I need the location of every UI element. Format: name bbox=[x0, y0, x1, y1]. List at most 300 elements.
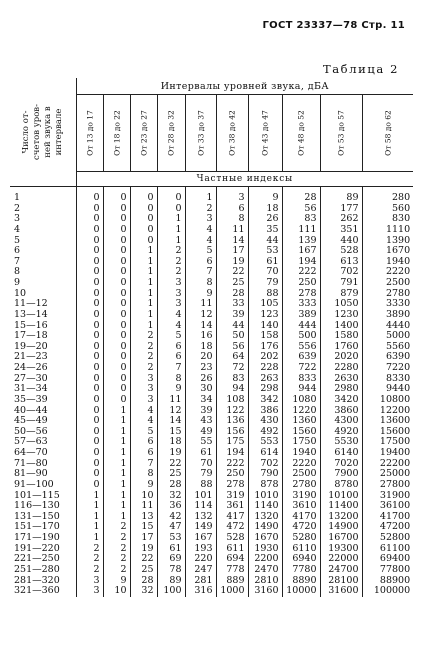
index-cell: 556 bbox=[282, 342, 320, 353]
index-cell: 247 bbox=[185, 565, 216, 576]
index-cell: 140 bbox=[248, 321, 282, 332]
index-cell: 0 bbox=[76, 416, 103, 427]
index-cell: 3160 bbox=[248, 586, 282, 597]
index-cell: 1 bbox=[130, 289, 157, 300]
index-cell: 14 bbox=[216, 236, 248, 247]
index-cell: 1 bbox=[130, 299, 157, 310]
index-cell: 0 bbox=[103, 310, 130, 321]
index-cell: 6 bbox=[216, 204, 248, 215]
index-cell: 0 bbox=[103, 278, 130, 289]
index-cell: 176 bbox=[248, 342, 282, 353]
index-cell: 10 bbox=[130, 491, 157, 502]
index-cell: 7 bbox=[185, 267, 216, 278]
index-cell: 8330 bbox=[362, 374, 413, 385]
index-cell: 28 bbox=[157, 480, 185, 491]
index-cell: 0 bbox=[76, 406, 103, 417]
index-cell: 3610 bbox=[282, 501, 320, 512]
index-cell: 0 bbox=[103, 352, 130, 363]
table-row bbox=[10, 586, 413, 597]
index-cell: 1 bbox=[103, 469, 130, 480]
index-cell: 18 bbox=[157, 437, 185, 448]
index-cell: 9 bbox=[157, 384, 185, 395]
index-cell: 6390 bbox=[362, 352, 413, 363]
index-cell: 114 bbox=[185, 501, 216, 512]
index-cell: 56 bbox=[216, 342, 248, 353]
row-label: 91—100 bbox=[14, 478, 54, 490]
index-cell: 2500 bbox=[362, 278, 413, 289]
index-cell: 1320 bbox=[248, 512, 282, 523]
index-cell: 1 bbox=[76, 533, 103, 544]
index-cell: 1 bbox=[103, 501, 130, 512]
index-cell: 1 bbox=[157, 236, 185, 247]
interval-column-label: От 48 до 52 bbox=[296, 110, 306, 156]
index-cell: 351 bbox=[320, 225, 362, 236]
index-cell: 19400 bbox=[362, 448, 413, 459]
index-cell: 94 bbox=[216, 384, 248, 395]
table-body bbox=[10, 187, 413, 597]
index-cell: 36 bbox=[157, 501, 185, 512]
index-cell: 1 bbox=[103, 416, 130, 427]
index-cell: 0 bbox=[157, 204, 185, 215]
index-cell: 0 bbox=[76, 289, 103, 300]
index-cell: 1 bbox=[103, 406, 130, 417]
index-cell: 64 bbox=[216, 352, 248, 363]
index-cell: 472 bbox=[216, 522, 248, 533]
index-cell: 7 bbox=[157, 363, 185, 374]
index-cell: 0 bbox=[103, 257, 130, 268]
row-label: 131—150 bbox=[14, 510, 60, 522]
index-cell: 11400 bbox=[320, 501, 362, 512]
index-cell: 27800 bbox=[362, 480, 413, 491]
index-cell: 8 bbox=[130, 469, 157, 480]
index-cell: 0 bbox=[76, 469, 103, 480]
index-cell: 2200 bbox=[248, 554, 282, 565]
index-cell: 2280 bbox=[320, 363, 362, 374]
index-cell: 0 bbox=[103, 193, 130, 204]
index-cell: 61100 bbox=[362, 544, 413, 555]
row-label: 19—20 bbox=[14, 340, 48, 352]
index-cell: 1 bbox=[76, 522, 103, 533]
index-cell: 19300 bbox=[320, 544, 362, 555]
index-cell: 100 bbox=[157, 586, 185, 597]
index-cell: 175 bbox=[216, 437, 248, 448]
index-cell: 8 bbox=[157, 374, 185, 385]
index-cell: 1 bbox=[103, 512, 130, 523]
index-cell: 1 bbox=[130, 257, 157, 268]
interval-column-header bbox=[320, 95, 362, 172]
index-cell: 0 bbox=[103, 342, 130, 353]
interval-column-label: От 53 до 57 bbox=[336, 110, 346, 156]
index-cell: 1 bbox=[130, 246, 157, 257]
index-cell: 31600 bbox=[320, 586, 362, 597]
index-cell: 158 bbox=[248, 331, 282, 342]
row-label: 101—115 bbox=[14, 489, 60, 501]
index-cell: 5 bbox=[185, 246, 216, 257]
index-cell: 1050 bbox=[320, 299, 362, 310]
index-cell: 6 bbox=[157, 342, 185, 353]
index-cell: 0 bbox=[76, 427, 103, 438]
row-label: 35—39 bbox=[14, 393, 48, 405]
index-cell: 19 bbox=[157, 448, 185, 459]
index-cell: 11 bbox=[130, 501, 157, 512]
index-cell: 281 bbox=[185, 576, 216, 587]
index-cell: 3190 bbox=[282, 491, 320, 502]
index-cell: 30 bbox=[185, 384, 216, 395]
index-cell: 39 bbox=[216, 310, 248, 321]
index-cell: 139 bbox=[282, 236, 320, 247]
index-cell: 9440 bbox=[362, 384, 413, 395]
index-cell: 1940 bbox=[362, 257, 413, 268]
index-cell: 0 bbox=[103, 225, 130, 236]
index-cell: 1220 bbox=[282, 406, 320, 417]
table-row bbox=[10, 565, 413, 576]
index-cell: 156 bbox=[216, 427, 248, 438]
index-cell: 3 bbox=[76, 586, 103, 597]
row-label: 191—220 bbox=[14, 542, 60, 554]
index-cell: 2 bbox=[103, 565, 130, 576]
index-cell: 492 bbox=[248, 427, 282, 438]
index-cell: 228 bbox=[248, 363, 282, 374]
index-cell: 3860 bbox=[320, 406, 362, 417]
index-cell: 1760 bbox=[320, 342, 362, 353]
index-cell: 0 bbox=[103, 321, 130, 332]
index-cell: 52800 bbox=[362, 533, 413, 544]
row-label: 24—26 bbox=[14, 362, 48, 373]
index-cell: 77800 bbox=[362, 565, 413, 576]
index-cell: 28 bbox=[216, 289, 248, 300]
index-cell: 2 bbox=[130, 363, 157, 374]
index-cell: 702 bbox=[320, 267, 362, 278]
row-label: 5 bbox=[14, 234, 21, 246]
index-cell: 1080 bbox=[282, 395, 320, 406]
index-table bbox=[10, 78, 413, 597]
index-cell: 2 bbox=[103, 544, 130, 555]
index-cell: 69400 bbox=[362, 554, 413, 565]
index-cell: 250 bbox=[216, 469, 248, 480]
index-cell: 28 bbox=[282, 193, 320, 204]
index-cell: 879 bbox=[320, 289, 362, 300]
table-row bbox=[10, 310, 413, 321]
index-cell: 0 bbox=[103, 236, 130, 247]
index-cell: 8780 bbox=[320, 480, 362, 491]
row-label: 6 bbox=[14, 245, 21, 257]
index-cell: 22200 bbox=[362, 459, 413, 470]
interval-column-label: От 13 до 17 bbox=[85, 110, 94, 156]
table-row bbox=[10, 225, 413, 236]
index-cell: 560 bbox=[362, 204, 413, 215]
index-cell: 13600 bbox=[362, 416, 413, 427]
index-cell: 6110 bbox=[282, 544, 320, 555]
index-cell: 3 bbox=[130, 395, 157, 406]
row-label: 2 bbox=[14, 202, 21, 214]
index-cell: 2 bbox=[103, 554, 130, 565]
index-cell: 1000 bbox=[216, 586, 248, 597]
index-cell: 13 bbox=[130, 512, 157, 523]
interval-column-label: От 43 до 47 bbox=[260, 110, 270, 156]
index-cell: 44 bbox=[248, 236, 282, 247]
interval-column-header bbox=[216, 95, 248, 172]
index-cell: 639 bbox=[282, 352, 320, 363]
index-cell: 18 bbox=[185, 342, 216, 353]
index-cell: 2 bbox=[157, 257, 185, 268]
index-cell: 70 bbox=[185, 459, 216, 470]
interval-column-header bbox=[282, 95, 320, 172]
index-cell: 0 bbox=[103, 395, 130, 406]
row-label: 116—130 bbox=[14, 500, 60, 512]
index-cell: 53 bbox=[157, 533, 185, 544]
row-label: 81—90 bbox=[14, 468, 48, 480]
index-cell: 88900 bbox=[362, 576, 413, 587]
index-cell: 28 bbox=[130, 576, 157, 587]
row-label: 27—30 bbox=[14, 372, 48, 384]
index-cell: 24700 bbox=[320, 565, 362, 576]
row-label: 50—56 bbox=[14, 425, 48, 437]
index-cell: 430 bbox=[248, 416, 282, 427]
index-cell: 17 bbox=[216, 246, 248, 257]
index-cell: 6 bbox=[185, 257, 216, 268]
index-cell: 83 bbox=[216, 374, 248, 385]
index-cell: 417 bbox=[216, 512, 248, 523]
index-cell: 89 bbox=[320, 193, 362, 204]
row-label: 31—34 bbox=[14, 383, 48, 395]
index-cell: 14 bbox=[185, 321, 216, 332]
index-cell: 0 bbox=[103, 214, 130, 225]
index-cell: 78 bbox=[157, 565, 185, 576]
index-cell: 278 bbox=[282, 289, 320, 300]
index-cell: 22 bbox=[130, 554, 157, 565]
interval-column-label: От 38 до 42 bbox=[227, 110, 237, 156]
index-cell: 1930 bbox=[248, 544, 282, 555]
index-cell: 1490 bbox=[248, 522, 282, 533]
index-cell: 4920 bbox=[320, 427, 362, 438]
index-cell: 122 bbox=[216, 406, 248, 417]
index-cell: 11 bbox=[157, 395, 185, 406]
index-cell: 2 bbox=[103, 522, 130, 533]
index-cell: 1 bbox=[103, 480, 130, 491]
index-cell: 28100 bbox=[320, 576, 362, 587]
row-label: 221—250 bbox=[14, 553, 60, 565]
index-cell: 15600 bbox=[362, 427, 413, 438]
index-cell: 1 bbox=[103, 437, 130, 448]
index-cell: 722 bbox=[282, 363, 320, 374]
row-label: 3 bbox=[14, 213, 21, 225]
index-cell: 22000 bbox=[320, 554, 362, 565]
index-cell: 1390 bbox=[362, 236, 413, 247]
index-cell: 4 bbox=[130, 406, 157, 417]
index-cell: 36100 bbox=[362, 501, 413, 512]
index-cell: 4170 bbox=[282, 512, 320, 523]
index-cell: 1 bbox=[103, 459, 130, 470]
index-cell: 26 bbox=[248, 214, 282, 225]
index-cell: 0 bbox=[76, 310, 103, 321]
interval-column-header bbox=[185, 95, 216, 172]
index-cell: 0 bbox=[76, 448, 103, 459]
index-cell: 1940 bbox=[282, 448, 320, 459]
index-cell: 8 bbox=[216, 214, 248, 225]
index-cell: 69 bbox=[157, 554, 185, 565]
index-cell: 2 bbox=[76, 554, 103, 565]
row-label: 281—320 bbox=[14, 574, 60, 586]
index-cell: 11 bbox=[185, 299, 216, 310]
index-cell: 88 bbox=[185, 480, 216, 491]
index-cell: 319 bbox=[216, 491, 248, 502]
index-cell: 0 bbox=[76, 321, 103, 332]
index-cell: 7900 bbox=[320, 469, 362, 480]
index-cell: 83 bbox=[282, 214, 320, 225]
interval-header: Интервалы уровней звука, дБА bbox=[76, 78, 413, 95]
index-cell: 2220 bbox=[362, 267, 413, 278]
index-cell: 0 bbox=[103, 384, 130, 395]
index-cell: 33 bbox=[216, 299, 248, 310]
index-cell: 1140 bbox=[248, 501, 282, 512]
row-label: 17—18 bbox=[14, 330, 48, 342]
index-cell: 220 bbox=[185, 554, 216, 565]
index-cell: 1560 bbox=[282, 427, 320, 438]
index-cell: 193 bbox=[185, 544, 216, 555]
index-cell: 25000 bbox=[362, 469, 413, 480]
index-cell: 0 bbox=[130, 204, 157, 215]
index-cell: 3 bbox=[157, 278, 185, 289]
index-cell: 61 bbox=[185, 448, 216, 459]
interval-column-label: От 28 до 32 bbox=[166, 110, 176, 156]
index-cell: 0 bbox=[76, 331, 103, 342]
index-cell: 614 bbox=[248, 448, 282, 459]
index-cell: 3 bbox=[157, 289, 185, 300]
index-cell: 0 bbox=[76, 267, 103, 278]
index-cell: 0 bbox=[103, 267, 130, 278]
index-cell: 1 bbox=[157, 214, 185, 225]
index-cell: 15 bbox=[157, 427, 185, 438]
index-cell: 263 bbox=[248, 374, 282, 385]
index-cell: 2 bbox=[76, 565, 103, 576]
index-cell: 167 bbox=[282, 246, 320, 257]
table-row bbox=[10, 395, 413, 406]
index-cell: 1 bbox=[157, 225, 185, 236]
row-label: 15—16 bbox=[14, 319, 48, 331]
index-cell: 5280 bbox=[282, 533, 320, 544]
index-cell: 5530 bbox=[320, 437, 362, 448]
interval-column-header bbox=[362, 95, 413, 172]
index-cell: 14900 bbox=[320, 522, 362, 533]
index-cell: 1580 bbox=[320, 331, 362, 342]
index-cell: 17500 bbox=[362, 437, 413, 448]
index-cell: 553 bbox=[248, 437, 282, 448]
index-cell: 194 bbox=[216, 448, 248, 459]
index-cell: 55 bbox=[185, 437, 216, 448]
index-cell: 9 bbox=[185, 289, 216, 300]
index-cell: 8890 bbox=[282, 576, 320, 587]
index-cell: 44 bbox=[216, 321, 248, 332]
index-cell: 944 bbox=[282, 384, 320, 395]
index-cell: 105 bbox=[248, 299, 282, 310]
index-cell: 41700 bbox=[362, 512, 413, 523]
index-cell: 89 bbox=[157, 576, 185, 587]
row-label: 21—23 bbox=[14, 351, 48, 363]
index-cell: 43 bbox=[185, 416, 216, 427]
index-cell: 0 bbox=[103, 204, 130, 215]
index-cell: 0 bbox=[76, 193, 103, 204]
index-cell: 342 bbox=[248, 395, 282, 406]
index-cell: 0 bbox=[130, 236, 157, 247]
row-label: 7 bbox=[14, 255, 21, 267]
index-cell: 1750 bbox=[282, 437, 320, 448]
index-cell: 4 bbox=[157, 321, 185, 332]
row-label: 171—190 bbox=[14, 532, 60, 543]
index-cell: 42 bbox=[157, 512, 185, 523]
index-cell: 1 bbox=[130, 267, 157, 278]
table-title: Таблица 2 bbox=[322, 62, 399, 76]
index-cell: 149 bbox=[185, 522, 216, 533]
index-cell: 61 bbox=[248, 257, 282, 268]
index-cell: 0 bbox=[76, 384, 103, 395]
index-cell: 1010 bbox=[248, 491, 282, 502]
index-cell: 2220 bbox=[282, 459, 320, 470]
index-cell: 12200 bbox=[362, 406, 413, 417]
index-cell: 2 bbox=[130, 352, 157, 363]
index-cell: 1400 bbox=[320, 321, 362, 332]
index-cell: 34 bbox=[185, 395, 216, 406]
index-cell: 101 bbox=[185, 491, 216, 502]
index-cell: 280 bbox=[362, 193, 413, 204]
index-cell: 528 bbox=[216, 533, 248, 544]
row-label: 13—14 bbox=[14, 308, 48, 320]
index-cell: 16 bbox=[185, 331, 216, 342]
index-cell: 3 bbox=[185, 214, 216, 225]
index-cell: 613 bbox=[320, 257, 362, 268]
index-cell: 2 bbox=[130, 342, 157, 353]
row-label: 45—49 bbox=[14, 415, 48, 427]
index-cell: 0 bbox=[76, 459, 103, 470]
index-cell: 22 bbox=[216, 267, 248, 278]
index-cell: 702 bbox=[248, 459, 282, 470]
index-cell: 10000 bbox=[282, 586, 320, 597]
row-label: 10 bbox=[14, 287, 27, 299]
index-cell: 5000 bbox=[362, 331, 413, 342]
row-label: 8 bbox=[14, 266, 21, 278]
index-cell: 0 bbox=[130, 193, 157, 204]
index-cell: 88 bbox=[248, 289, 282, 300]
index-cell: 79 bbox=[248, 278, 282, 289]
index-cell: 1 bbox=[76, 491, 103, 502]
index-cell: 32 bbox=[157, 491, 185, 502]
index-cell: 278 bbox=[216, 480, 248, 491]
index-cell: 11 bbox=[216, 225, 248, 236]
index-cell: 0 bbox=[76, 352, 103, 363]
index-cell: 123 bbox=[248, 310, 282, 321]
index-cell: 2780 bbox=[362, 289, 413, 300]
index-cell: 0 bbox=[103, 299, 130, 310]
index-cell: 4 bbox=[185, 236, 216, 247]
index-cell: 0 bbox=[76, 299, 103, 310]
index-cell: 1 bbox=[130, 321, 157, 332]
index-cell: 194 bbox=[282, 257, 320, 268]
index-cell: 2 bbox=[157, 267, 185, 278]
interval-column-header bbox=[130, 95, 157, 172]
index-cell: 20 bbox=[185, 352, 216, 363]
index-cell: 50 bbox=[216, 331, 248, 342]
index-cell: 0 bbox=[76, 395, 103, 406]
index-cell: 1 bbox=[130, 278, 157, 289]
index-cell: 0 bbox=[76, 246, 103, 257]
interval-column-label: От 18 до 22 bbox=[112, 110, 121, 156]
index-cell: 0 bbox=[76, 214, 103, 225]
index-cell: 1 bbox=[185, 193, 216, 204]
index-cell: 2980 bbox=[320, 384, 362, 395]
interval-column-header bbox=[157, 95, 185, 172]
index-cell: 72 bbox=[216, 363, 248, 374]
index-cell: 833 bbox=[282, 374, 320, 385]
index-cell: 5 bbox=[130, 427, 157, 438]
